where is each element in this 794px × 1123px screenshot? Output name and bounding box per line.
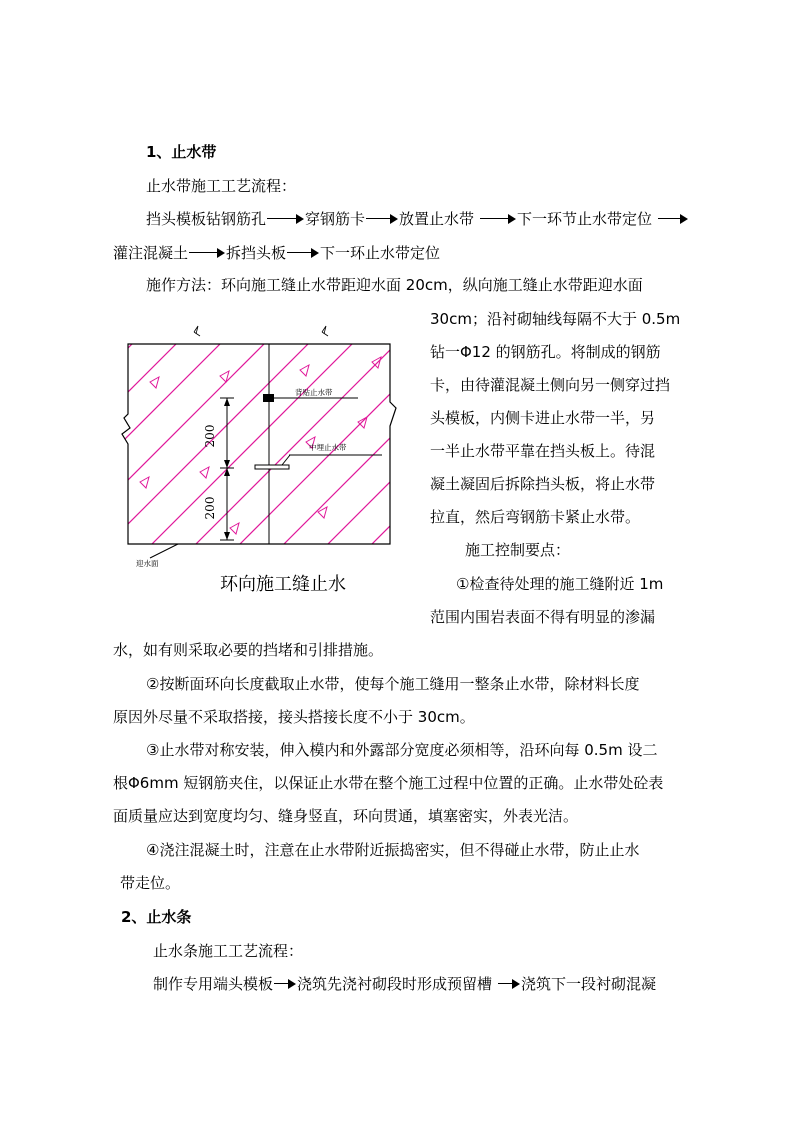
hatch-line [110, 322, 242, 562]
method-text-line: 一半止水带平靠在挡头板上。待混 [430, 442, 656, 460]
arrow-right-icon [480, 214, 516, 224]
method-text-line: 头模板，内侧卡进止水带一半，另 [430, 409, 656, 427]
aggregate-mark [200, 467, 209, 478]
dim-lower-label: 200 [203, 496, 217, 520]
waterstop-diagram [110, 322, 410, 612]
embedded-waterstop-label: 中埋止水带 [309, 443, 347, 452]
figure-caption: 环向施工缝止水 [220, 574, 346, 595]
waterstop-diagram-svg [110, 322, 410, 612]
control-title: 施工控制要点： [465, 541, 571, 559]
arrow-right-icon [658, 214, 688, 224]
hatch-line [110, 322, 330, 562]
method-line: 施作方法：环向施工缝止水带距迎水面 20cm，纵向施工缝止水带距迎水面 [146, 276, 643, 294]
concrete-outline [122, 344, 396, 544]
point2-text: 原因外尽量不采取搭接，接头搭接长度不小于 30cm。 [113, 708, 475, 726]
point3-text: 根Φ6mm 短钢筋夹住，以保证止水带在整个施工过程中位置的正确。止水带处砼表 [113, 774, 664, 792]
back-waterstop [263, 394, 274, 402]
flow-step: 浇筑下一段衬砌混凝 [521, 974, 657, 993]
section2-flow-line [153, 973, 656, 994]
dim-upper-label: 200 [203, 424, 217, 448]
flow-step: 下一环节止水带定位 [517, 209, 653, 228]
point1-text: 水，如有则采取必要的挡堵和引排措施。 [113, 641, 384, 659]
point4-text: 带走位。 [120, 874, 181, 892]
leader-line [150, 544, 178, 558]
hatch-line [398, 322, 410, 562]
point1-text: 范围内围岩表面不得有明显的渗漏 [430, 608, 656, 626]
flow-step: 穿钢筋卡 [305, 209, 366, 228]
hatch-line [110, 322, 286, 562]
method-text-line: 30cm；沿衬砌轴线每隔不大于 0.5m [430, 310, 681, 328]
break-mark [322, 326, 328, 336]
hatch-line [134, 322, 374, 562]
arrow-right-icon [498, 979, 520, 989]
section1-flow-title: 止水带施工工艺流程： [146, 177, 297, 195]
flow-line-2 [113, 242, 440, 263]
aggregate-mark [150, 377, 159, 388]
method-text-line: 凝土凝固后拆除挡头板，将止水带 [430, 475, 656, 493]
arrow-right-icon [267, 214, 304, 224]
section1-heading: 1、止水带 [146, 143, 217, 161]
method-text-line: 卡，由待灌混凝土侧向另一侧穿过挡 [430, 376, 671, 394]
flow-step: 挡头模板钻钢筋孔 [146, 209, 267, 228]
concrete-hatch [110, 322, 410, 562]
arrow-right-icon [189, 248, 225, 258]
flow-step: 制作专用端头模板 [153, 974, 274, 993]
water-face-label: 迎水面 [136, 559, 159, 568]
point3-text: ③止水带对称安装，伸入模内和外露部分宽度必须相等，沿环向每 0.5m 设二 [146, 741, 658, 759]
flow-step: 灌注混凝土 [113, 243, 189, 262]
aggregate-mark [300, 365, 309, 376]
section2-flow-title: 止水条施工工艺流程： [153, 942, 304, 960]
back-waterstop-label: 背贴止水带 [295, 388, 333, 397]
hatch-line [110, 322, 154, 562]
arrow-right-icon [274, 979, 296, 989]
method-text-line: 拉直，然后弯钢筋卡紧止水带。 [430, 508, 641, 526]
flow-step: 浇筑先浇衬砌段时形成预留槽 [297, 974, 493, 993]
section2-heading: 2、止水条 [121, 908, 192, 926]
break-mark [194, 326, 200, 336]
point2-text: ②按断面环向长度截取止水带，使每个施工缝用一整条止水带，除材料长度 [146, 675, 640, 693]
point1-text: ①检查待处理的施工缝附近 1m [456, 575, 664, 593]
point4-text: ④浇注混凝土时，注意在止水带附近振捣密实，但不得碰止水带，防止止水 [146, 841, 640, 859]
flow-step: 放置止水带 [399, 209, 475, 228]
flow-step: 拆挡头板 [226, 243, 287, 262]
flow-step: 下一环止水带定位 [320, 243, 441, 262]
aggregate-mark [140, 477, 149, 488]
method-text-line: 钻一Φ12 的钢筋孔。将制成的钢筋 [430, 343, 661, 361]
hatch-line [110, 322, 198, 562]
arrow-right-icon [366, 214, 398, 224]
hatch-line [310, 322, 410, 562]
flow-line-1 [146, 208, 689, 229]
point3-text: 面质量应达到宽度均匀、缝身竖直，环向贯通，填塞密实，外表光洁。 [113, 807, 579, 825]
aggregate-mark [230, 523, 239, 534]
arrow-right-icon [287, 248, 319, 258]
embedded-waterstop [255, 465, 289, 469]
